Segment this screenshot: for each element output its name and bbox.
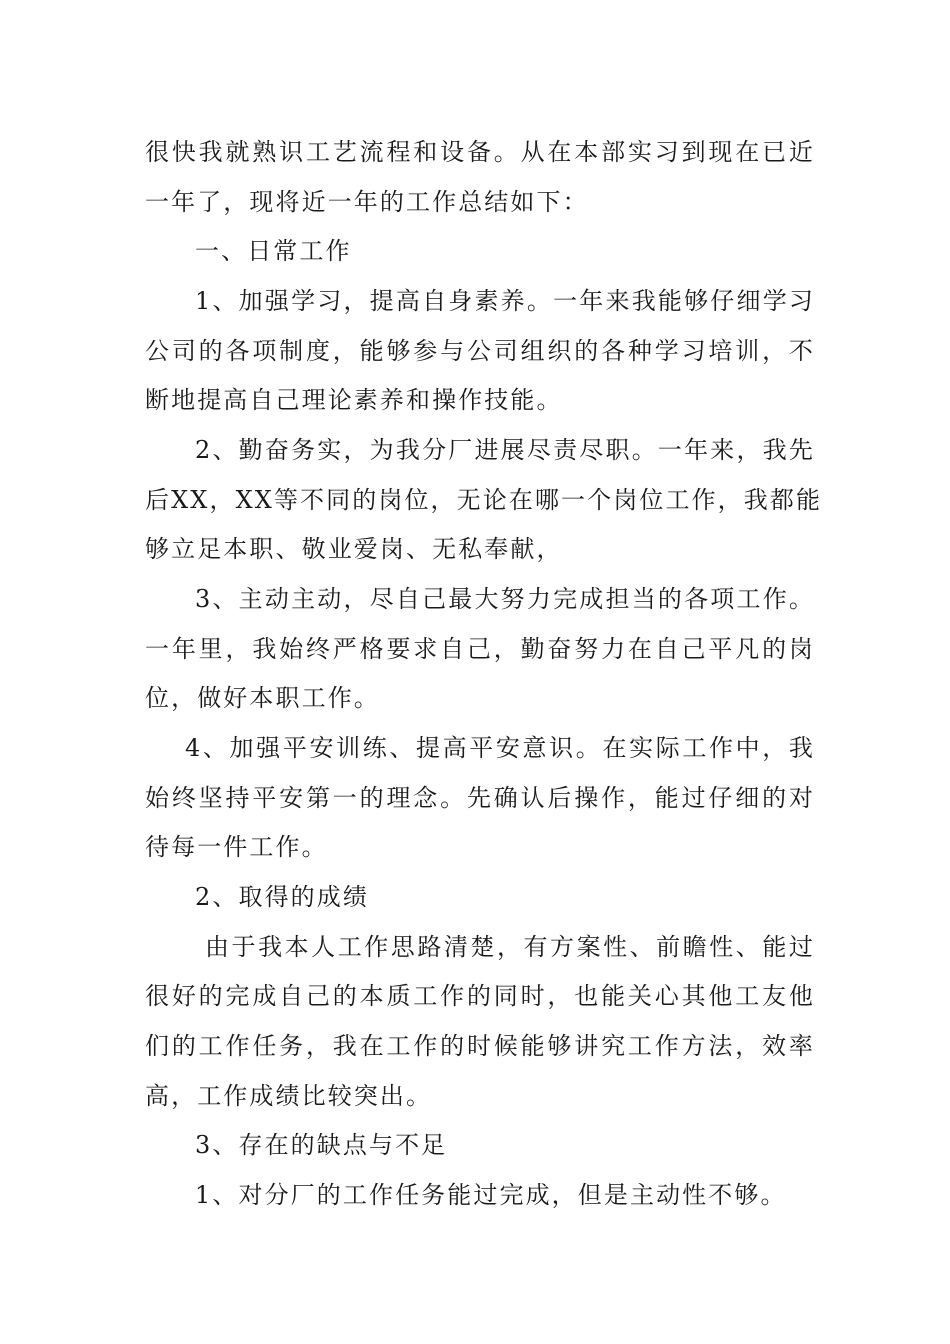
body-text-line: 很好的完成自己的本质工作的同时，也能关心其他工友他 (145, 982, 815, 1010)
body-text-line: 们的工作任务，我在工作的时候能够讲究工作方法，效率 (145, 1032, 815, 1060)
section-heading: 3、存在的缺点与不足 (195, 1131, 448, 1159)
body-text-line: 断地提高自己理论素养和操作技能。 (145, 386, 563, 414)
section-heading: 一、日常工作 (195, 237, 352, 265)
body-text-line: 高，工作成绩比较突出。 (145, 1082, 433, 1110)
paragraph-first-line: 2、勤奋务实，为我分厂进展尽责尽职。一年来，我先 (195, 436, 815, 464)
body-text-line: 后XX，XX等不同的岗位，无论在哪一个岗位工作，我都能 (145, 486, 823, 514)
body-text-line: 够立足本职、敬业爱岗、无私奉献， (145, 535, 563, 563)
body-text-line: 很快我就熟识工艺流程和设备。从在本部实习到现在已近 (145, 138, 815, 166)
paragraph-first-line: 由于我本人工作思路清楚，有方案性、前瞻性、能过 (205, 933, 815, 961)
paragraph-first-line: 1、对分厂的工作任务能过完成，但是主动性不够。 (195, 1181, 787, 1209)
paragraph-first-line: 1、加强学习，提高自身素养。一年来我能够仔细学习 (195, 287, 815, 315)
body-text-line: 始终坚持平安第一的理念。先确认后操作，能过仔细的对 (145, 784, 815, 812)
body-text-line: 待每一件工作。 (145, 833, 328, 861)
body-text-line: 一年了，现将近一年的工作总结如下： (145, 188, 589, 216)
paragraph-first-line: 3、主动主动，尽自己最大努力完成担当的各项工作。 (195, 585, 815, 613)
body-text-line: 公司的各项制度，能够参与公司组织的各种学习培训，不 (145, 337, 815, 365)
body-text-line: 位，做好本职工作。 (145, 684, 380, 712)
body-text-line: 一年里，我始终严格要求自己，勤奋努力在自己平凡的岗 (145, 635, 815, 663)
paragraph-first-line: 4、加强平安训练、提高平安意识。在实际工作中，我 (185, 734, 815, 762)
section-heading: 2、取得的成绩 (195, 883, 369, 911)
